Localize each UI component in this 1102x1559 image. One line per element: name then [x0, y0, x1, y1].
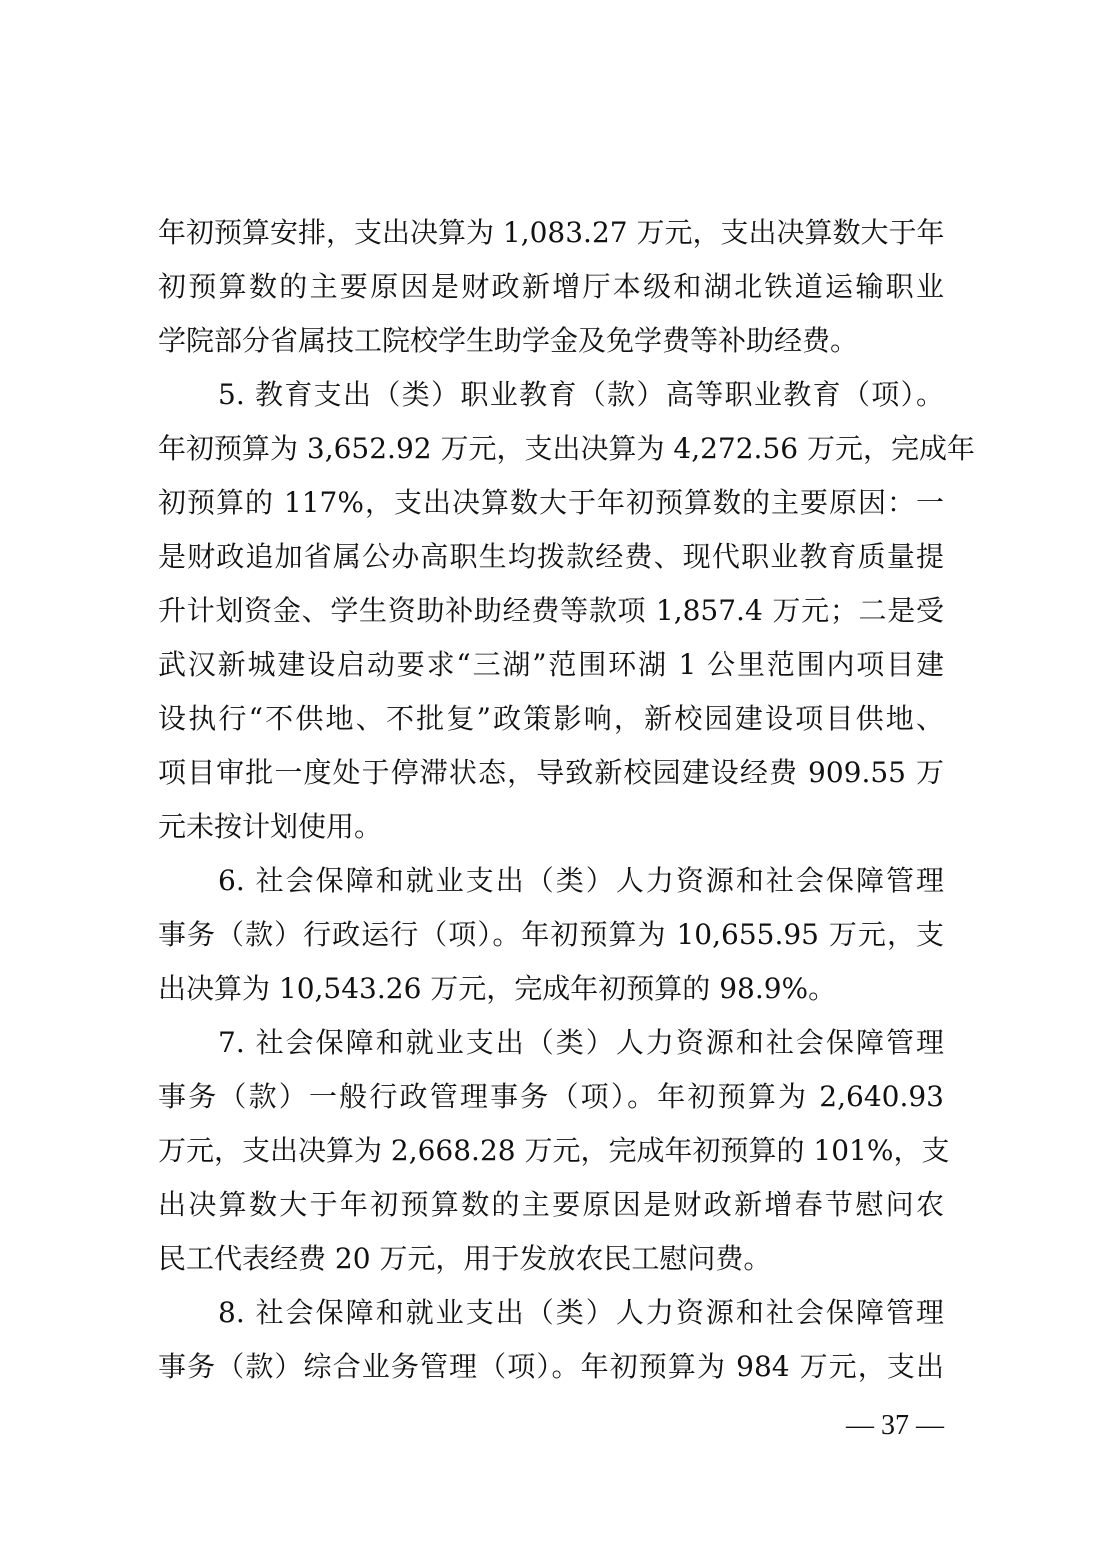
paragraph-line: 事务（款）综合业务管理（项）。年初预算为 984 万元，支出 — [158, 1350, 944, 1383]
paragraph-line: 初预算数的主要原因是财政新增厅本级和湖北铁道运输职业 — [158, 270, 944, 303]
paragraph-first-line: 6. 社会保障和就业支出（类）人力资源和社会保障管理 — [218, 864, 944, 897]
paragraph-line: 武汉新城建设启动要求“三湖”范围环湖 1 公里范围内项目建 — [158, 648, 944, 681]
paragraph-line: 万元，支出决算为 2,668.28 万元，完成年初预算的 101%，支 — [158, 1134, 950, 1167]
paragraph-line: 学院部分省属技工院校学生助学金及免学费等补助经费。 — [158, 324, 859, 357]
paragraph-line: 项目审批一度处于停滞状态，导致新校园建设经费 909.55 万 — [158, 756, 944, 789]
paragraph-line: 设执行“不供地、不批复”政策影响，新校园建设项目供地、 — [158, 702, 944, 735]
paragraph-line: 出决算数大于年初预算数的主要原因是财政新增春节慰问农 — [158, 1188, 944, 1221]
paragraph-first-line: 7. 社会保障和就业支出（类）人力资源和社会保障管理 — [218, 1026, 944, 1059]
paragraph-line: 事务（款）一般行政管理事务（项）。年初预算为 2,640.93 — [158, 1080, 944, 1113]
paragraph-line: 出决算为 10,543.26 万元，完成年初预算的 98.9%。 — [158, 972, 837, 1005]
paragraph-line: 元未按计划使用。 — [158, 810, 383, 843]
paragraph-line: 是财政追加省属公办高职生均拨款经费、现代职业教育质量提 — [158, 540, 944, 573]
paragraph-line: 初预算的 117%，支出决算数大于年初预算数的主要原因：一 — [158, 486, 944, 519]
paragraph-first-line: 8. 社会保障和就业支出（类）人力资源和社会保障管理 — [218, 1296, 944, 1329]
paragraph-first-line: 5. 教育支出（类）职业教育（款）高等职业教育（项）。 — [218, 378, 944, 411]
paragraph-line: 升计划资金、学生资助补助经费等款项 1,857.4 万元；二是受 — [158, 594, 944, 627]
page-number: — 37 — — [846, 1410, 944, 1441]
paragraph-line: 事务（款）行政运行（项）。年初预算为 10,655.95 万元，支 — [158, 918, 944, 951]
paragraph-line: 年初预算为 3,652.92 万元，支出决算为 4,272.56 万元，完成年 — [158, 432, 975, 465]
paragraph-line: 年初预算安排，支出决算为 1,083.27 万元，支出决算数大于年 — [158, 216, 945, 249]
paragraph-line: 民工代表经费 20 万元，用于发放农民工慰问费。 — [158, 1242, 772, 1275]
